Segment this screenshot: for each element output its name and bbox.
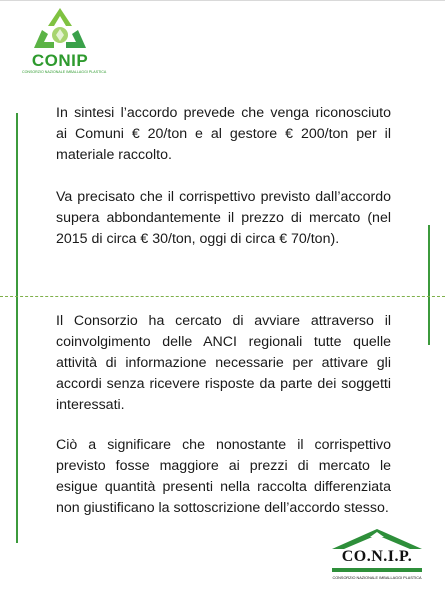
paragraph-anci: Il Consorzio ha cercato di avviare attraverso il coinvolgimento delle ANCI regionali tutte quelle attività di informazione necessarie per attivare gli accordi senza ricevere risposte da parte dei soggetti interessati.: [56, 313, 391, 413]
conip-logo: [22, 4, 107, 74]
right-accent-line: [428, 225, 430, 345]
logo-subtitle-bottom: CONSORZIO NAZIONALE IMBALLAGGI PLASTICA: [332, 576, 422, 580]
left-accent-line: [16, 113, 18, 543]
recycle-arrows-icon: [22, 4, 98, 52]
paragraph-agreement: In sintesi l’accordo prevede che venga riconosciuto ai Comuni € 20/ton e al gestore € 200/ton per il materiale raccolto.: [56, 105, 391, 163]
paragraph-conclusion: Ciò a significare che nonostante il corrispettivo previsto fosse maggiore ai prezzi di mercato le esigue quantità presenti nella raccolta differenziata non giustificano la sottoscrizione dell’accordo stesso.: [56, 437, 391, 516]
dashed-divider: [0, 296, 445, 297]
top-border: [0, 0, 445, 1]
logo-base-bar: [332, 568, 422, 572]
conip-logo-bottom: [318, 520, 436, 592]
paragraph-market-price: Va precisato che il corrispettivo previsto dall’accordo supera abbondantemente il prezzo di mercato (nel 2015 di circa € 30/ton, oggi di circa € 70/ton).: [56, 189, 391, 247]
logo-wordmark: CONIP: [31, 51, 89, 70]
logo-subtitle: CONSORZIO NAZIONALE IMBALLAGGI PLASTICA: [22, 70, 107, 74]
logo-wordmark-bottom: CO.N.I.P.: [341, 548, 413, 565]
